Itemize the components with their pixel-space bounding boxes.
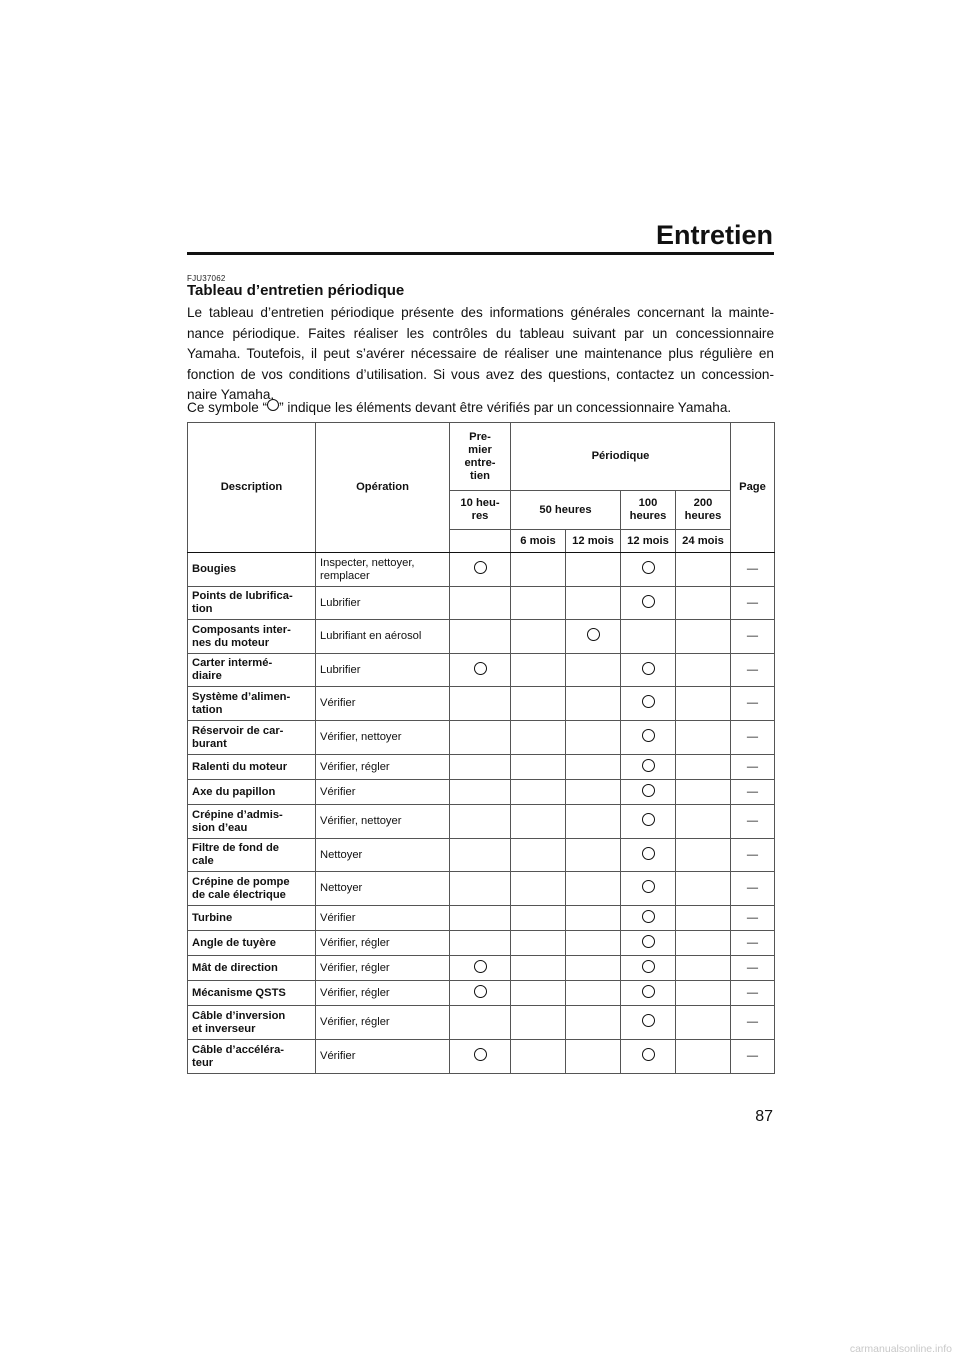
- row-description: Mât de direction: [188, 956, 316, 981]
- circle-icon: [642, 595, 655, 608]
- interval-cell: [621, 981, 676, 1006]
- circle-icon: [642, 847, 655, 860]
- interval-cell: [621, 931, 676, 956]
- interval-cell: [621, 687, 676, 721]
- interval-cell: [511, 906, 566, 931]
- header-6-months: 6 mois: [511, 530, 566, 553]
- interval-cell: [450, 906, 511, 931]
- symbol-legend-suffix: ” indique les éléments devant être vérifiés par un concessionnaire Yamaha.: [279, 400, 732, 415]
- header-50-hours: 50 heures: [511, 491, 621, 530]
- interval-cell: [621, 906, 676, 931]
- interval-cell: [566, 620, 621, 654]
- circle-icon: [474, 662, 487, 675]
- interval-cell: [566, 839, 621, 872]
- circle-icon: [642, 759, 655, 772]
- row-description: Composants inter- nes du moteur: [188, 620, 316, 654]
- row-description: Crépine de pompe de cale électrique: [188, 872, 316, 906]
- table-row: [188, 839, 775, 872]
- interval-cell: [450, 620, 511, 654]
- row-description: Points de lubrifica- tion: [188, 587, 316, 620]
- row-operation: Nettoyer: [316, 839, 450, 872]
- interval-cell: [676, 1040, 731, 1074]
- row-operation: Vérifier, nettoyer: [316, 805, 450, 839]
- row-page: —: [731, 620, 775, 654]
- header-first-service: Pre- mier entre- tien: [450, 423, 511, 491]
- table-row: [188, 620, 775, 654]
- table-row: [188, 956, 775, 981]
- interval-cell: [511, 1006, 566, 1040]
- row-page: —: [731, 780, 775, 805]
- watermark: carmanualsonline.info: [849, 1343, 952, 1355]
- row-description: Réservoir de car- burant: [188, 721, 316, 755]
- row-page: —: [731, 587, 775, 620]
- interval-cell: [566, 780, 621, 805]
- circle-icon: [642, 813, 655, 826]
- row-description: Turbine: [188, 906, 316, 931]
- circle-icon: [642, 960, 655, 973]
- interval-cell: [511, 839, 566, 872]
- interval-cell: [450, 721, 511, 755]
- circle-icon: [474, 960, 487, 973]
- interval-cell: [566, 755, 621, 780]
- interval-cell: [450, 805, 511, 839]
- circle-icon: [642, 662, 655, 675]
- interval-cell: [676, 587, 731, 620]
- table-row: [188, 587, 775, 620]
- row-page: —: [731, 755, 775, 780]
- header-periodic: Périodique: [511, 423, 731, 491]
- row-page: —: [731, 1006, 775, 1040]
- row-description: Système d’alimen- tation: [188, 687, 316, 721]
- row-operation: Vérifier, régler: [316, 931, 450, 956]
- interval-cell: [566, 906, 621, 931]
- interval-cell: [621, 956, 676, 981]
- header-page: Page: [731, 423, 775, 553]
- interval-cell: [621, 805, 676, 839]
- row-description: Filtre de fond de cale: [188, 839, 316, 872]
- row-description: Câble d’inversion et inverseur: [188, 1006, 316, 1040]
- row-operation: Vérifier, nettoyer: [316, 721, 450, 755]
- circle-icon: [587, 628, 600, 641]
- row-description: Bougies: [188, 553, 316, 587]
- circle-icon: [642, 985, 655, 998]
- interval-cell: [511, 1040, 566, 1074]
- row-page: —: [731, 872, 775, 906]
- row-page: —: [731, 981, 775, 1006]
- row-description: Ralenti du moteur: [188, 755, 316, 780]
- interval-cell: [511, 780, 566, 805]
- header-24-months: 24 mois: [676, 530, 731, 553]
- row-operation: Vérifier, régler: [316, 981, 450, 1006]
- row-page: —: [731, 687, 775, 721]
- row-description: Câble d’accéléra- teur: [188, 1040, 316, 1074]
- interval-cell: [676, 805, 731, 839]
- interval-cell: [450, 687, 511, 721]
- interval-cell: [676, 839, 731, 872]
- row-description: Axe du papillon: [188, 780, 316, 805]
- interval-cell: [676, 780, 731, 805]
- interval-cell: [621, 755, 676, 780]
- row-page: —: [731, 805, 775, 839]
- circle-icon: [642, 1048, 655, 1061]
- interval-cell: [676, 931, 731, 956]
- table-row: [188, 805, 775, 839]
- circle-icon: [642, 695, 655, 708]
- interval-cell: [511, 687, 566, 721]
- interval-cell: [450, 587, 511, 620]
- section-title: Tableau d’entretien périodique: [187, 282, 405, 299]
- interval-cell: [450, 1040, 511, 1074]
- interval-cell: [621, 654, 676, 687]
- circle-icon: [642, 784, 655, 797]
- page-number: 87: [755, 1108, 773, 1125]
- circle-icon: [642, 935, 655, 948]
- header-200-hours: 200 heures: [676, 491, 731, 530]
- interval-cell: [676, 956, 731, 981]
- interval-cell: [621, 587, 676, 620]
- interval-cell: [621, 872, 676, 906]
- symbol-legend-prefix: Ce symbole “: [187, 400, 268, 415]
- interval-cell: [621, 553, 676, 587]
- interval-cell: [676, 654, 731, 687]
- interval-cell: [621, 1040, 676, 1074]
- table-row: [188, 755, 775, 780]
- interval-cell: [450, 981, 511, 1006]
- interval-cell: [566, 687, 621, 721]
- page-title: Entretien: [655, 220, 773, 250]
- row-operation: Vérifier: [316, 1040, 450, 1074]
- interval-cell: [566, 553, 621, 587]
- header-12-months-a: 12 mois: [566, 530, 621, 553]
- table-row: [188, 981, 775, 1006]
- header-10-hours: 10 heu- res: [450, 491, 511, 530]
- interval-cell: [511, 755, 566, 780]
- interval-cell: [450, 654, 511, 687]
- circle-icon: [474, 561, 487, 574]
- interval-cell: [566, 1006, 621, 1040]
- interval-cell: [566, 956, 621, 981]
- row-page: —: [731, 931, 775, 956]
- interval-cell: [566, 981, 621, 1006]
- row-description: Mécanisme QSTS: [188, 981, 316, 1006]
- maintenance-table: [187, 422, 775, 1074]
- interval-cell: [511, 620, 566, 654]
- maintenance-table-body: [188, 553, 775, 1074]
- interval-cell: [566, 1040, 621, 1074]
- row-description: Angle de tuyère: [188, 931, 316, 956]
- interval-cell: [676, 981, 731, 1006]
- table-row: [188, 906, 775, 931]
- row-description: Carter intermé- diaire: [188, 654, 316, 687]
- circle-icon: [642, 910, 655, 923]
- interval-cell: [450, 931, 511, 956]
- interval-cell: [450, 956, 511, 981]
- row-operation: Nettoyer: [316, 872, 450, 906]
- interval-cell: [676, 1006, 731, 1040]
- row-operation: Vérifier, régler: [316, 1006, 450, 1040]
- interval-cell: [511, 553, 566, 587]
- table-row: [188, 1040, 775, 1074]
- row-operation: Lubrifiant en aérosol: [316, 620, 450, 654]
- row-operation: Lubrifier: [316, 654, 450, 687]
- interval-cell: [450, 1006, 511, 1040]
- interval-cell: [676, 553, 731, 587]
- circle-icon: [474, 985, 487, 998]
- interval-cell: [511, 805, 566, 839]
- interval-cell: [566, 872, 621, 906]
- row-page: —: [731, 721, 775, 755]
- header-100-hours: 100 heures: [621, 491, 676, 530]
- interval-cell: [566, 805, 621, 839]
- interval-cell: [566, 654, 621, 687]
- interval-cell: [676, 755, 731, 780]
- interval-cell: [511, 931, 566, 956]
- interval-cell: [676, 721, 731, 755]
- row-operation: Vérifier, régler: [316, 755, 450, 780]
- interval-cell: [511, 654, 566, 687]
- interval-cell: [511, 587, 566, 620]
- interval-cell: [621, 721, 676, 755]
- row-page: —: [731, 1040, 775, 1074]
- interval-cell: [566, 587, 621, 620]
- header-months-empty: [450, 530, 511, 553]
- interval-cell: [676, 872, 731, 906]
- circle-icon: [642, 880, 655, 893]
- circle-icon: [642, 561, 655, 574]
- title-rule: [187, 252, 774, 255]
- interval-cell: [450, 553, 511, 587]
- row-operation: Vérifier: [316, 780, 450, 805]
- table-row: [188, 1006, 775, 1040]
- table-row: [188, 654, 775, 687]
- interval-cell: [511, 956, 566, 981]
- row-operation: Vérifier: [316, 687, 450, 721]
- table-row: [188, 780, 775, 805]
- row-page: —: [731, 839, 775, 872]
- table-row: [188, 687, 775, 721]
- interval-cell: [621, 1006, 676, 1040]
- interval-cell: [621, 780, 676, 805]
- interval-cell: [676, 687, 731, 721]
- header-operation: Opération: [316, 423, 450, 553]
- circle-icon: [267, 399, 279, 411]
- row-description: Crépine d’admis- sion d’eau: [188, 805, 316, 839]
- circle-icon: [642, 729, 655, 742]
- row-page: —: [731, 956, 775, 981]
- interval-cell: [450, 872, 511, 906]
- row-operation: Inspecter, nettoyer, remplacer: [316, 553, 450, 587]
- circle-icon: [474, 1048, 487, 1061]
- row-page: —: [731, 654, 775, 687]
- row-operation: Vérifier, régler: [316, 956, 450, 981]
- interval-cell: [621, 620, 676, 654]
- interval-cell: [621, 839, 676, 872]
- header-12-months-b: 12 mois: [621, 530, 676, 553]
- interval-cell: [676, 620, 731, 654]
- interval-cell: [511, 721, 566, 755]
- interval-cell: [511, 872, 566, 906]
- interval-cell: [566, 931, 621, 956]
- row-page: —: [731, 553, 775, 587]
- row-operation: Vérifier: [316, 906, 450, 931]
- interval-cell: [566, 721, 621, 755]
- interval-cell: [450, 755, 511, 780]
- table-row: [188, 931, 775, 956]
- header-description: Description: [188, 423, 316, 553]
- interval-cell: [676, 906, 731, 931]
- interval-cell: [450, 780, 511, 805]
- row-operation: Lubrifier: [316, 587, 450, 620]
- interval-cell: [511, 981, 566, 1006]
- table-row: [188, 872, 775, 906]
- row-page: —: [731, 906, 775, 931]
- symbol-legend: [187, 398, 774, 418]
- intro-paragraph: Le tableau d’entretien périodique présente des informations générales concernant la mainte-nance périodique. Faites réaliser les contrôles du tableau suivant par un concessionnaire Yamaha. Toutefois, il peut s’avérer nécessaire de réaliser une maintenance plus régulière en fonction de vos conditions d’utilisation. Si vous avez des questions, contactez un concession-naire Yamaha.: [187, 305, 774, 402]
- table-row: [188, 553, 775, 587]
- interval-cell: [450, 839, 511, 872]
- section-code: FJU37062: [187, 274, 226, 283]
- circle-icon: [642, 1014, 655, 1027]
- table-row: [188, 721, 775, 755]
